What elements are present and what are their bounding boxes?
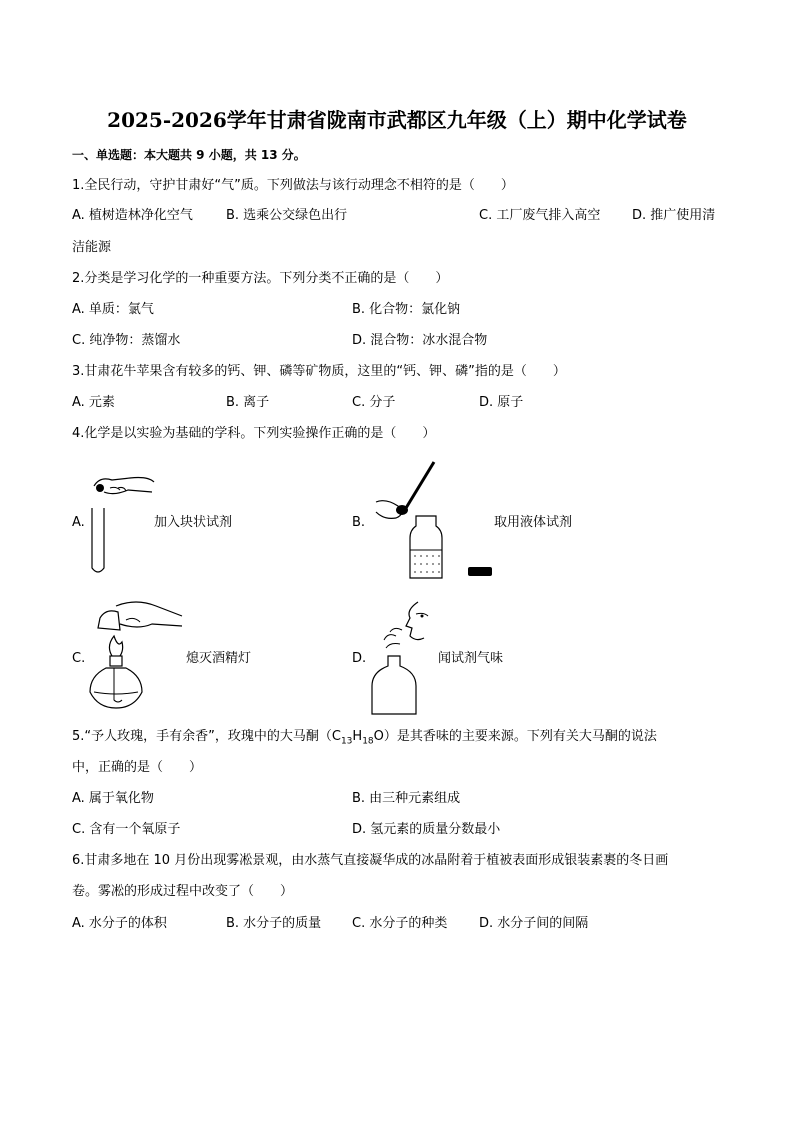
q4-option-d: D. [352, 651, 367, 666]
q4-option-d-label: 闻试剂气味 [438, 651, 504, 666]
q5-formula-h: H [352, 729, 363, 744]
q5-formula-sub1: 13 [340, 736, 353, 747]
q1-option-c: C. 工厂废气排入高空 [479, 208, 601, 223]
section-heading: 一、单选题：本大题共 9 小题，共 13 分。 [72, 148, 306, 162]
q2-option-d: D. 混合物：冰水混合物 [352, 333, 488, 348]
q4-option-b-label: 取用液体试剂 [494, 515, 573, 530]
q1-option-d-cont: 洁能源 [72, 240, 112, 255]
question-2-stem: 2.分类是学习化学的一种重要方法。下列分类不正确的是（ ） [72, 271, 449, 286]
q4-option-c-label: 熄灭酒精灯 [186, 651, 252, 666]
q5-stem-text: 5.“予人玫瑰，手有余香”，玫瑰中的大马酮（C [72, 729, 341, 744]
q1-option-b: B. 选乘公交绿色出行 [226, 208, 348, 223]
q3-option-b: B. 离子 [226, 395, 270, 410]
question-6-stem: 6.甘肃多地在 10 月份出现雾凇景观，由水蒸气直接凝华成的冰晶附着于植被表面形成银装素裹的冬日画 [72, 853, 669, 868]
question-1-stem: 1.全民行动，守护甘肃好“气”质。下列做法与该行动理念不相符的是（ ） [72, 178, 514, 193]
q2-option-b: B. 化合物：氯化钠 [352, 302, 461, 317]
q5-formula-sub2: 18 [362, 736, 374, 747]
q5-option-d: D. 氢元素的质量分数最小 [352, 822, 501, 837]
q4-option-b: B. [352, 515, 366, 530]
smell-reagent-illustration [366, 596, 446, 718]
q4-option-a: A. [72, 515, 85, 530]
q5-option-a: A. 属于氧化物 [72, 791, 154, 806]
q6-option-d: D. 水分子间的间隔 [479, 916, 589, 931]
q2-option-a: A. 单质：氯气 [72, 302, 154, 317]
q1-option-a: A. 植树造林净化空气 [72, 208, 193, 223]
add-solid-reagent-illustration [82, 458, 162, 578]
question-5-stem-line2: 中，正确的是（ ） [72, 760, 203, 775]
extinguish-lamp-illustration [86, 596, 186, 718]
question-5-stem [72, 728, 657, 751]
q4-option-a-label: 加入块状试剂 [154, 515, 233, 530]
q6-option-a: A. 水分子的体积 [72, 916, 167, 931]
question-3-stem: 3.甘肃花牛苹果含有较多的钙、钾、磷等矿物质，这里的“钙、钾、磷”指的是（ ） [72, 364, 566, 379]
q3-option-d: D. 原子 [479, 395, 524, 410]
question-4-stem: 4.化学是以实验为基础的学科。下列实验操作正确的是（ ） [72, 426, 436, 441]
q2-option-c: C. 纯净物：蒸馏水 [72, 333, 181, 348]
q6-option-b: B. 水分子的质量 [226, 916, 322, 931]
q3-option-a: A. 元素 [72, 395, 115, 410]
q1-option-d: D. 推广使用清 [632, 208, 716, 223]
q3-option-c: C. 分子 [352, 395, 396, 410]
q5-stem-text-2: O）是其香味的主要来源。下列有关大马酮的说法 [373, 729, 657, 744]
q6-option-c: C. 水分子的种类 [352, 916, 448, 931]
q5-option-b: B. 由三种元素组成 [352, 791, 461, 806]
question-6-stem-line2: 卷。雾凇的形成过程中改变了（ ） [72, 884, 294, 899]
q5-option-c: C. 含有一个氧原子 [72, 822, 181, 837]
q4-option-c: C. [72, 651, 86, 666]
page-title: 2025-2026学年甘肃省陇南市武都区九年级（上）期中化学试卷 [107, 108, 687, 132]
liquid-reagent-illustration [366, 458, 496, 583]
